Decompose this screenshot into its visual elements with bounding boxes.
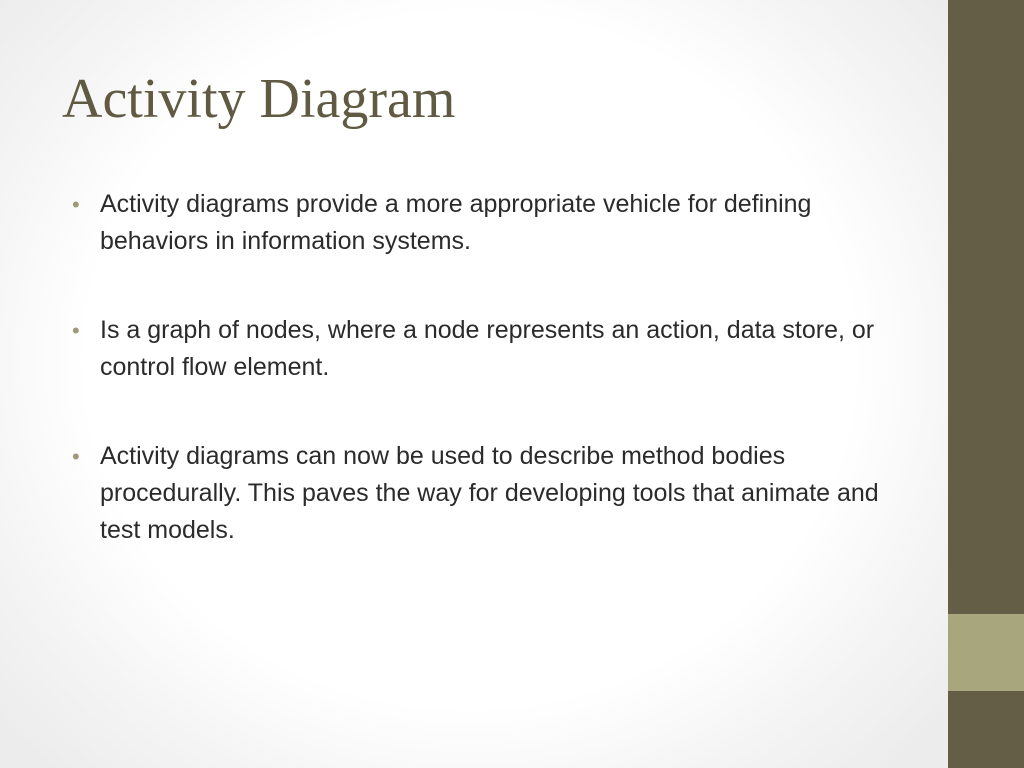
bullet-list bbox=[72, 186, 902, 601]
bullet-item bbox=[72, 438, 902, 549]
bullet-dot-icon: • bbox=[72, 318, 80, 343]
side-bar-accent-block bbox=[948, 614, 1024, 691]
bullet-item bbox=[72, 186, 902, 260]
bullet-text: Activity diagrams provide a more appropriate vehicle for defining behaviors in information systems. bbox=[100, 190, 812, 255]
side-decoration-bar bbox=[948, 0, 1024, 768]
bullet-text: Is a graph of nodes, where a node represents an action, data store, or control flow element. bbox=[100, 316, 875, 381]
bullet-dot-icon: • bbox=[72, 444, 80, 469]
bullet-text: Activity diagrams can now be used to describe method bodies procedurally. This paves the way for developing tools that animate and test models. bbox=[100, 442, 879, 544]
bullet-item bbox=[72, 312, 902, 386]
slide-title: Activity Diagram bbox=[62, 68, 456, 130]
bullet-dot-icon: • bbox=[72, 192, 80, 217]
